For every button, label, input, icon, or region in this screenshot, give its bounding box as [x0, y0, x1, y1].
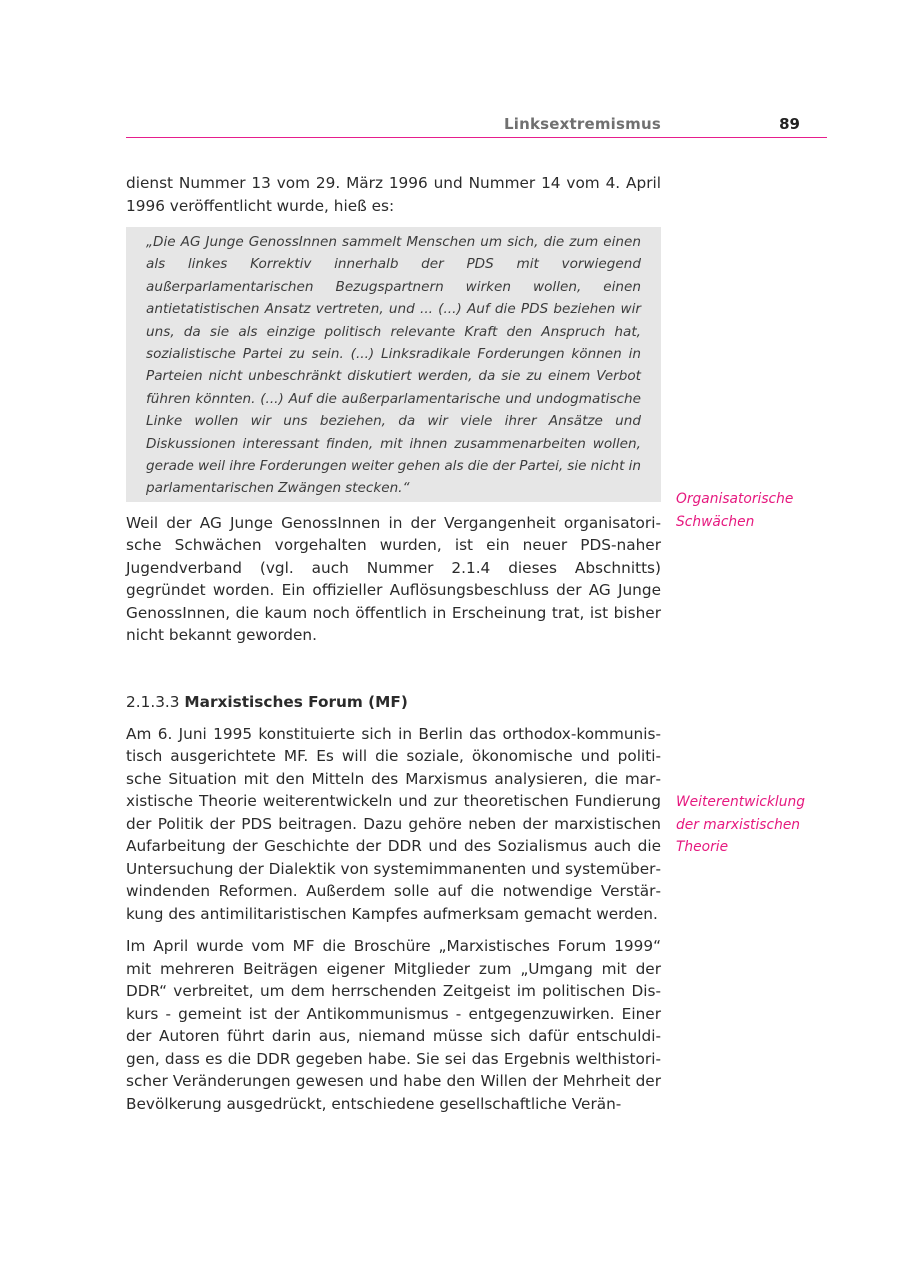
quote-text: „Die AG Junge GenossInnen sammelt Menschen um sich, die zum einen als linkes Korrektiv innerhalb der PDS mit vorwiegend außerparlamentarischen Bezugspartnern wirken wollen, einen antietatistischen Ansatz vertreten, und ... (...) Auf die PDS beziehen wir uns, da sie als einzige politisch relevante Kraft den Anspruch hat, sozialistische Partei zu sein. (...) Linksradikale Forderungen können in Parteien nicht unbeschränkt diskutiert werden, da sie zu einem Verbot führen könnten. (...) Auf die außerparlamentarische und undogmatische Linke wollen wir uns beziehen, da wir viele ihrer Ansätze und Diskussionen interessant finden, mit ihnen zusammenarbeiten wollen, gerade weil ihre Forderungen weiter gehen als die der Partei, sie nicht in parlamentarischen Zwängen stecken.“ [146, 234, 641, 497]
section-number: 2.1.3.3 [126, 692, 180, 711]
section-heading [126, 691, 661, 713]
margin-note-organisational: Organisatorische Schwächen [676, 491, 794, 530]
running-header [126, 113, 827, 138]
intro-paragraph: dienst Nummer 13 vom 29. März 1996 und Nummer 14 vom 4. April 1996 veröffentlicht wurde, hieß es: [126, 174, 661, 215]
section-title: Marxistisches Forum (MF) [184, 692, 408, 711]
margin-note-theory: Weiterentwicklung der marxistischen Theorie [676, 794, 805, 855]
paragraph-organisational-weakness: Weil der AG Junge GenossInnen in der Vergangenheit organisatorische Schwächen vorgehalten wurden, ist ein neuer PDS-naher Jugendverband (vgl. auch Nummer 2.1.4 dieses Abschnitts) gegründet worden. Ein offizieller Auflösungsbeschluss der AG Junge GenossInnen, die kaum noch öffentlich in Erscheinung trat, ist bisher nicht bekannt geworden. [126, 513, 661, 645]
running-title: Linksextremismus [503, 115, 661, 133]
page-number: 89 [779, 115, 800, 133]
paragraph-mf-brochure: Im April wurde vom MF die Broschüre „Marxistisches Forum 1999“ mit mehreren Beiträgen eigener Mitglieder zum „Umgang mit der DDR“ verbreitet, um dem herrschenden Zeitgeist im politischen Diskurs - gemeint ist der Antikommunismus - entgegenzuwirken. Einer der Autoren führt darin aus, niemand müsse sich dafür entschuldigen, dass es die DDR gegeben habe. Sie sei das Ergebnis welthistorischer Veränderungen gewesen und habe den Willen der Mehrheit der Bevölkerung ausgedrückt, entschiedene gesellschaftliche Verän- [126, 937, 661, 1113]
quote-block [126, 227, 661, 502]
paragraph-mf-founding: Am 6. Juni 1995 konstituierte sich in Berlin das orthodox-kommunistisch ausgerichtete MF. Es will die soziale, ökonomische und politische Situation mit den Mitteln des Marxismus analysieren, die marxistische Theorie weiterentwickeln und zur theoretischen Fundierung der Politik der PDS beitragen. Dazu gehöre neben der marxistischen Aufarbeitung der Geschichte der DDR und des Sozialismus auch die Untersuchung der Dialektik von systemimmanenten und systemüberwindenden Reformen. Außerdem solle auf die notwendige Verstärkung des antimilitaristischen Kampfes aufmerksam gemacht werden. [126, 724, 661, 923]
main-text-column [126, 172, 661, 1115]
